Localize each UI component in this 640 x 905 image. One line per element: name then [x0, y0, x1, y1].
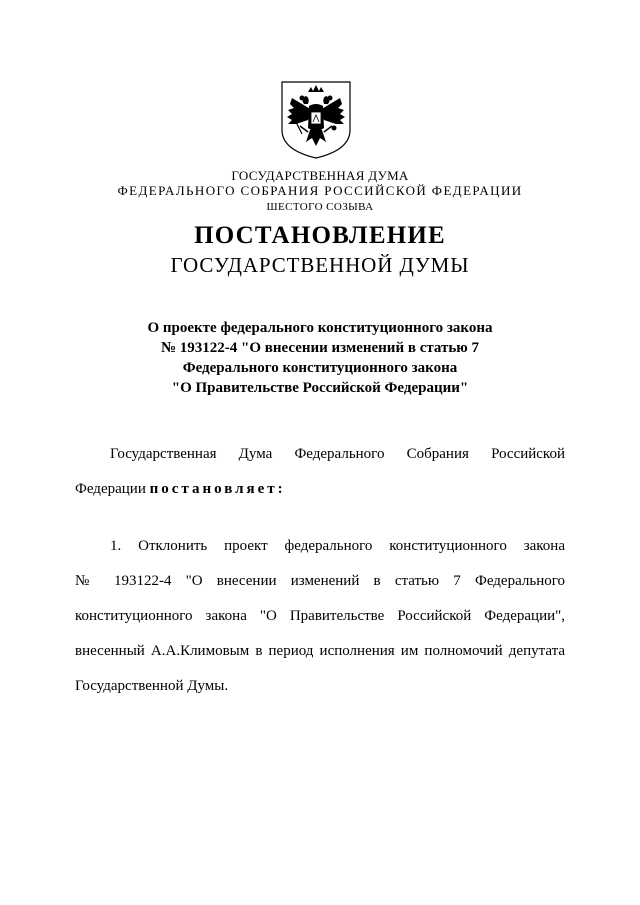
clause-1-line-3: конституционного закона "О Правительстве Российской Федерации", — [75, 608, 565, 624]
preamble-line-1: Государственная Дума Федерального Собрания Российской — [110, 446, 565, 462]
double-headed-eagle-icon — [278, 80, 354, 160]
subject-line-4: "О Правительстве Российской Федерации" — [171, 380, 469, 396]
resolves-word: постановляет: — [149, 481, 286, 497]
clause-1-line-4: внесенный А.А.Климовым в период исполнения им полномочий депутата — [75, 643, 565, 659]
preamble-text: Федерации — [75, 481, 150, 497]
header-line-convocation: ШЕСТОГО СОЗЫВА — [266, 201, 374, 213]
preamble-line-2 — [75, 479, 565, 499]
header-line-federal-assembly: ФЕДЕРАЛЬНОГО СОБРАНИЯ РОССИЙСКОЙ ФЕДЕРАЦИИ — [117, 183, 523, 198]
document-type-title: ПОСТАНОВЛЕНИЕ — [194, 222, 446, 249]
subject-line-1: О проекте федерального конституционного закона — [147, 320, 493, 336]
subject-line-3: Федерального конституционного закона — [182, 360, 458, 376]
state-emblem — [278, 80, 354, 160]
subject-line-2: № 193122-4 "О внесении изменений в статью 7 — [160, 340, 480, 356]
clause-1-line-2: № 193122-4 "О внесении изменений в статью 7 Федерального — [75, 573, 565, 589]
header-line-state-duma: ГОСУДАРСТВЕННАЯ ДУМА — [231, 168, 409, 183]
document-issuer-title: ГОСУДАРСТВЕННОЙ ДУМЫ — [170, 253, 470, 277]
clause-1-line-1: 1. Отклонить проект федерального конституционного закона — [110, 538, 565, 554]
clause-1-line-5: Государственной Думы. — [75, 678, 229, 694]
